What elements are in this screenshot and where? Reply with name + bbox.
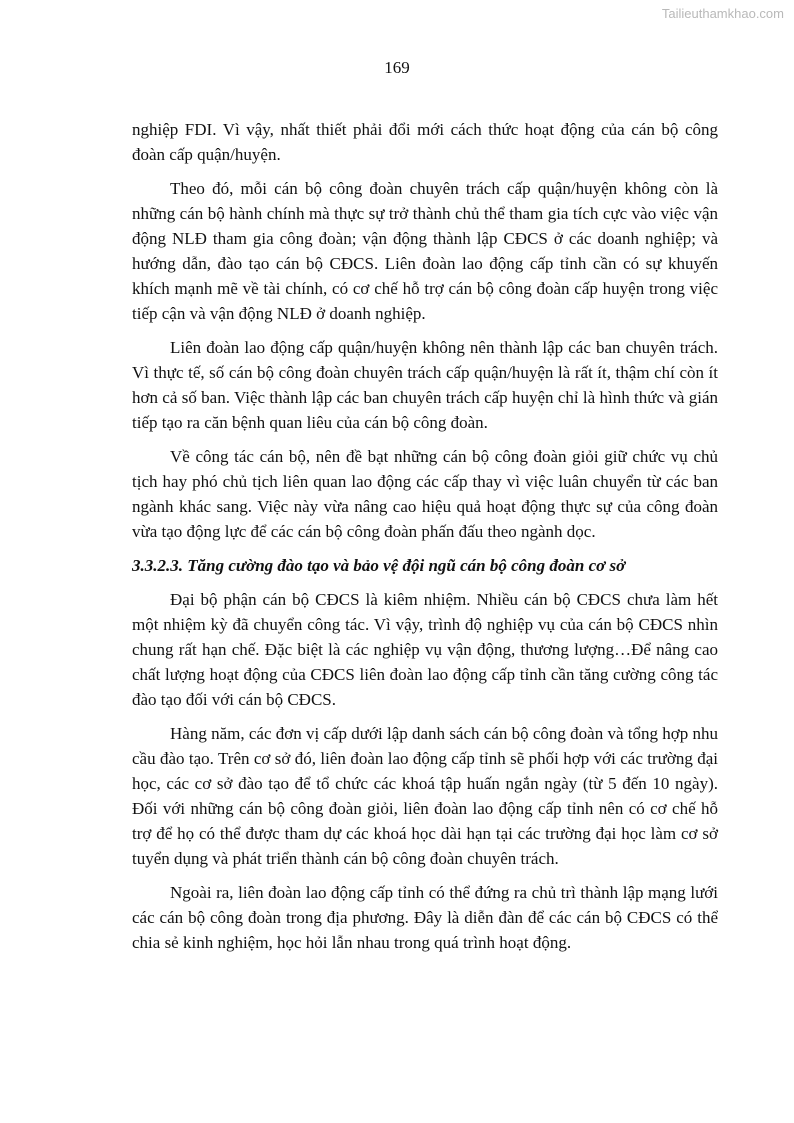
paragraph: Đại bộ phận cán bộ CĐCS là kiêm nhiệm. Nhiều cán bộ CĐCS chưa làm hết một nhiệm kỳ đã chuyển công tác. Vì vậy, trình độ nghiệp vụ của cán bộ CĐCS nhìn chung rất hạn chế. Đặc biệt là các nghiệp vụ vận động, thương lượng…Để nâng cao chất lượng hoạt động của CĐCS liên đoàn lao động cấp tỉnh cần tăng cường công tác đào tạo đối với cán bộ CĐCS. [132,590,718,709]
paragraph: Hàng năm, các đơn vị cấp dưới lập danh sách cán bộ công đoàn và tổng hợp nhu cầu đào tạo. Trên cơ sở đó, liên đoàn lao động cấp tỉnh sẽ phối hợp với các trường đại học, các cơ sở đào tạo để tổ chức các khoá tập huấn ngắn ngày (từ 5 đến 10 ngày). Đối với những cán bộ công đoàn giỏi, liên đoàn lao động cấp tỉnh nên có cơ chế hỗ trợ để họ có thể được tham dự các khoá học dài hạn tại các trường đại học làm cơ sở tuyển dụng và phát triển thành cán bộ công đoàn chuyên trách. [132,724,718,868]
section-heading: 3.3.2.3. Tăng cường đào tạo và bảo vệ đội ngũ cán bộ công đoàn cơ sở [132,556,626,575]
watermark: Tailieuthamkhao.com [661,6,784,21]
paragraph: Theo đó, mỗi cán bộ công đoàn chuyên trách cấp quận/huyện không còn là những cán bộ hành chính mà thực sự trở thành chủ thể tham gia tích cực vào việc vận động NLĐ tham gia công đoàn; vận động thành lập CĐCS ở các doanh nghiệp; và hướng dẫn, đào tạo cán bộ CĐCS. Liên đoàn lao động cấp tỉnh cần có sự khuyến khích mạnh mẽ về tài chính, có cơ chế hỗ trợ cán bộ công đoàn cấp huyện trong việc tiếp cận và vận động NLĐ ở doanh nghiệp. [132,179,718,323]
paragraph: Về công tác cán bộ, nên đề bạt những cán bộ công đoàn giỏi giữ chức vụ chủ tịch hay phó chủ tịch liên quan lao động các cấp thay vì việc luân chuyển từ các ban ngành khác sang. Việc này vừa nâng cao hiệu quả hoạt động thực sự của công đoàn vừa tạo động lực để các cán bộ công đoàn phấn đấu theo ngành dọc. [132,447,718,541]
paragraph: Ngoài ra, liên đoàn lao động cấp tỉnh có thể đứng ra chủ trì thành lập mạng lưới các cán bộ công đoàn trong địa phương. Đây là diễn đàn để các cán bộ CĐCS có thể chia sẻ kinh nghiệm, học hỏi lẫn nhau trong quá trình hoạt động. [132,883,718,952]
document-body [132,117,718,964]
paragraph: Liên đoàn lao động cấp quận/huyện không nên thành lập các ban chuyên trách. Vì thực tế, số cán bộ công đoàn chuyên trách cấp quận/huyện là rất ít, thậm chí còn ít hơn cả số ban. Việc thành lập các ban chuyên trách cấp huyện chỉ là hình thức và gián tiếp tạo ra căn bệnh quan liêu của cán bộ công đoàn. [132,338,718,432]
paragraph-continuation: nghiệp FDI. Vì vậy, nhất thiết phải đổi mới cách thức hoạt động của cán bộ công đoàn cấp quận/huyện. [132,120,718,164]
page-number: 169 [384,58,410,77]
